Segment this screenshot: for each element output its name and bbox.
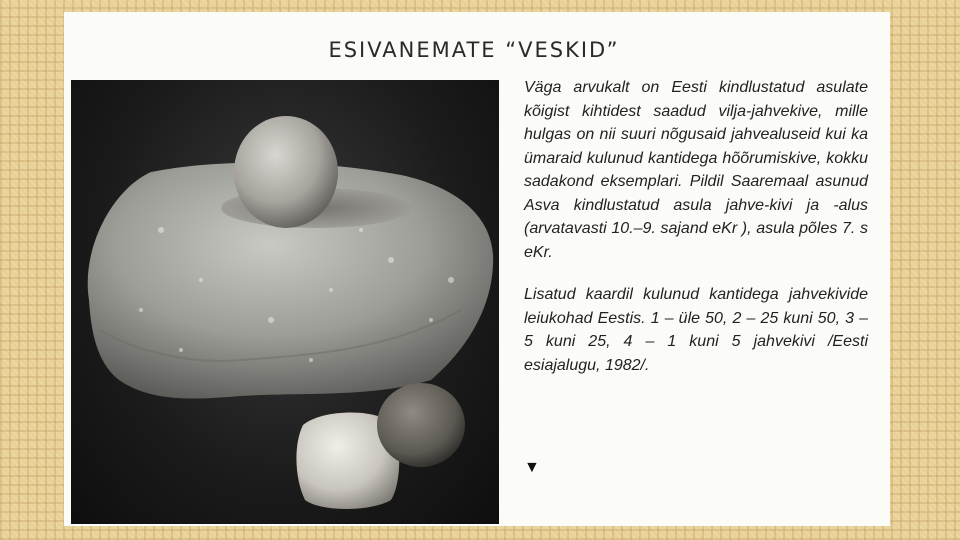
photo-illustration [71,80,499,524]
paragraph-main: Väga arvukalt on Eesti kindlustatud asulate kõigist kihtidest saadud vilja-jahvekive, mille hulgas on nii suuri nõgusaid jahvealuseid kui ka ümaraid kulunud kantidega hõõrumiskive, kokku sadakond eksemplari. Pildil Saaremaal asunud Asva kindlustatud asula jahve-kivi ja -alus (arvatavasti 10.–9. sajand eKr ), asula põles 7. s eKr. [524,79,868,261]
page-title: ESIVANEMATE “VESKID” [328,38,620,62]
grinding-stones-photo [71,80,499,524]
document-page [64,12,890,526]
description-text [524,76,868,377]
triangle-marker-icon: ▼ [524,459,540,476]
paragraph-map-note: Lisatud kaardil kulunud kantidega jahvekivide leiukohad Eestis. 1 – üle 50, 2 – 25 kuni 50, 3 – 5 kuni 25, 4 – 1 kuni 5 jahvekivi /Eesti esiajalugu, 1982/. [524,286,868,374]
